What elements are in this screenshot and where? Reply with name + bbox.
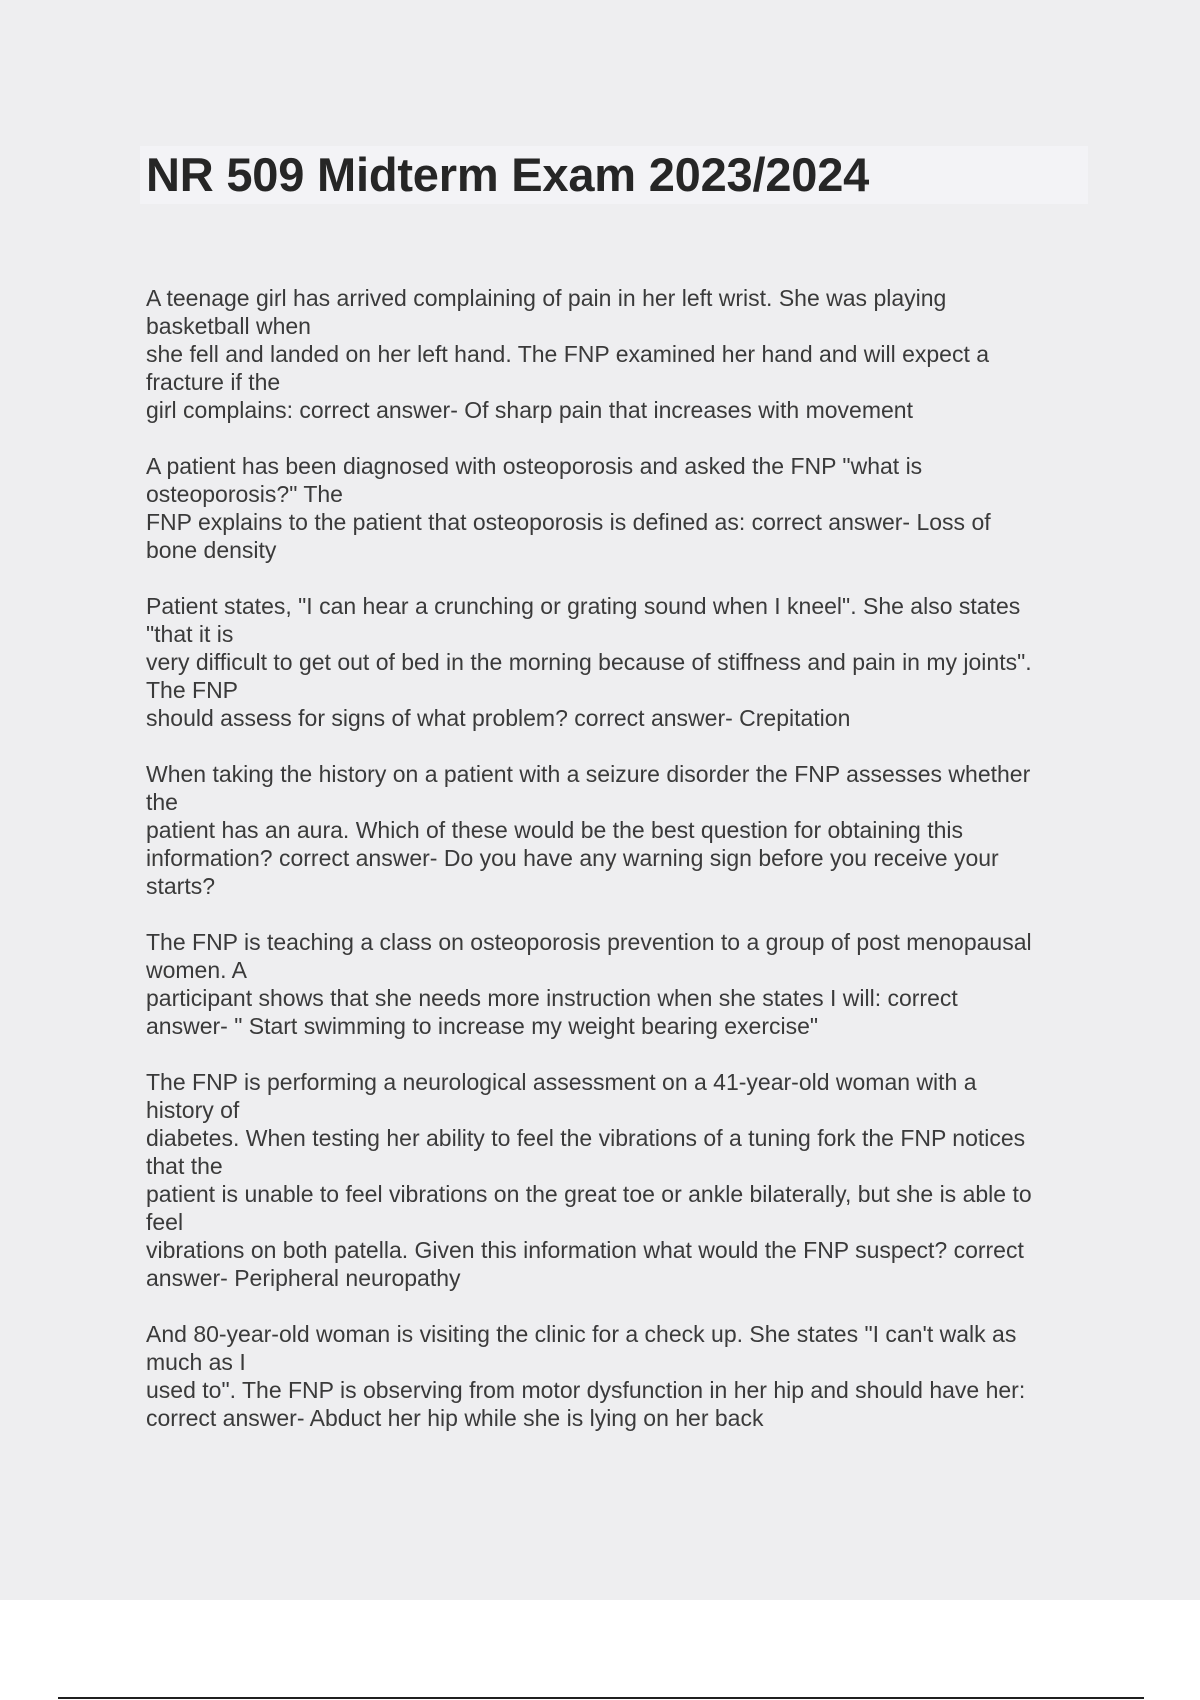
document-title: NR 509 Midterm Exam 2023/2024	[146, 148, 870, 201]
question-text-line: And 80-year-old woman is visiting the clinic for a check up. She states "I can't walk as	[146, 1321, 1017, 1347]
question-text-line: that the	[146, 1153, 223, 1179]
question-item	[146, 760, 1092, 900]
question-text-line: fracture if the	[146, 369, 281, 395]
question-text-line: The FNP	[146, 677, 239, 703]
footer-divider	[58, 1697, 1144, 1699]
question-text-line: very difficult to get out of bed in the morning because of stiffness and pain in my joints".	[146, 649, 1032, 675]
question-text-line: girl complains: correct answer- Of sharp pain that increases with movement	[146, 397, 913, 423]
question-text-line: women. A	[146, 957, 247, 983]
question-text-line: answer- Peripheral neuropathy	[146, 1265, 461, 1291]
question-text-line: patient has an aura. Which of these would be the best question for obtaining this	[146, 817, 964, 843]
question-item	[146, 452, 1092, 564]
question-text-line: correct answer- Abduct her hip while she is lying on her back	[146, 1405, 764, 1431]
question-text-line: FNP explains to the patient that osteoporosis is defined as: correct answer- Loss of	[146, 509, 991, 535]
question-text-line: should assess for signs of what problem? correct answer- Crepitation	[146, 705, 851, 731]
question-text-line: "that it is	[146, 621, 234, 647]
question-text-line: the	[146, 789, 178, 815]
question-item	[146, 284, 1092, 424]
question-text-line: When taking the history on a patient with a seizure disorder the FNP assesses whether	[146, 761, 1031, 787]
question-text-line: bone density	[146, 537, 277, 563]
question-text-line: much as I	[146, 1349, 246, 1375]
question-text-line: The FNP is teaching a class on osteoporosis prevention to a group of post menopausal	[146, 929, 1032, 955]
question-text-line: participant shows that she needs more instruction when she states I will: correct	[146, 985, 958, 1011]
question-text-line: The FNP is performing a neurological assessment on a 41-year-old woman with a	[146, 1069, 977, 1095]
question-item	[146, 1320, 1092, 1432]
question-item	[146, 1068, 1092, 1292]
question-text-line: Patient states, "I can hear a crunching or grating sound when I kneel". She also states	[146, 593, 1021, 619]
question-text-line: vibrations on both patella. Given this information what would the FNP suspect? correct	[146, 1237, 1024, 1263]
question-text-line: A teenage girl has arrived complaining of pain in her left wrist. She was playing	[146, 285, 947, 311]
question-item	[146, 592, 1092, 732]
question-text-line: feel	[146, 1209, 184, 1235]
question-text-line: information? correct answer- Do you have any warning sign before you receive your	[146, 845, 999, 871]
question-text-line: basketball when	[146, 313, 311, 339]
question-text-line: starts?	[146, 873, 216, 899]
question-text-line: used to". The FNP is observing from motor dysfunction in her hip and should have her:	[146, 1377, 1026, 1403]
question-text-line: diabetes. When testing her ability to feel the vibrations of a tuning fork the FNP notices	[146, 1125, 1026, 1151]
question-list	[146, 284, 1092, 1460]
question-text-line: osteoporosis?" The	[146, 481, 343, 507]
question-text-line: answer- " Start swimming to increase my weight bearing exercise"	[146, 1013, 819, 1039]
question-text-line: A patient has been diagnosed with osteoporosis and asked the FNP "what is	[146, 453, 923, 479]
question-text-line: patient is unable to feel vibrations on the great toe or ankle bilaterally, but she is able to	[146, 1181, 1032, 1207]
question-text-line: she fell and landed on her left hand. The FNP examined her hand and will expect a	[146, 341, 990, 367]
question-text-line: history of	[146, 1097, 240, 1123]
question-item	[146, 928, 1092, 1040]
